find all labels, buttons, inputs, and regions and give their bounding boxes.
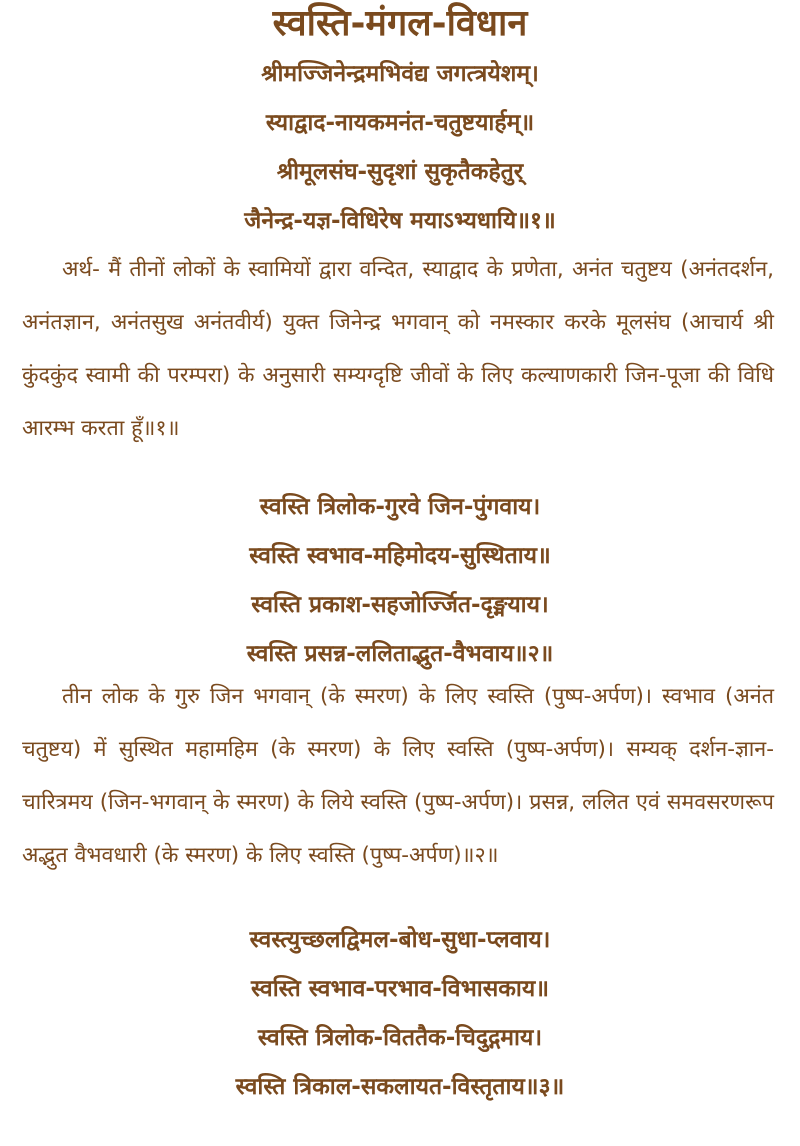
verse-line: स्याद्वाद-नायकमनंत-चतुष्टयार्हम्॥ bbox=[265, 110, 535, 136]
verse-line: स्वस्त्युच्छलद्विमल-बोध-सुधा-प्लवाय। bbox=[249, 927, 551, 953]
verse-line: स्वस्ति प्रसन्न-ललिताद्भुत-वैभवाय॥२॥ bbox=[246, 641, 554, 667]
page-title: स्वस्ति-मंगल-विधान bbox=[272, 3, 528, 44]
meaning-paragraph-1: अर्थ- मैं तीनों लोकों के स्वामियों द्वारा वन्दित, स्याद्वाद के प्रणेता, अनंत चतुष्टय (अनंतदर्शन, अनंतज्ञान, अनंतसुख अनंतवीर्य) युक्त जिनेन्द्र भगवान् को नमस्कार करके मूलसंघ (आचार्य श्री कुंदकुंद स्वामी की परम्परा) के अनुसारी सम्यग्दृष्टि जीवों के लिए कल्याणकारी जिन-पूजा की विधि आरम्भ करता हूँ॥१॥ bbox=[22, 257, 774, 441]
verse-line: श्रीमूलसंघ-सुदृशां सुकृतैकहेतुर् bbox=[276, 159, 524, 185]
verse-1 bbox=[0, 50, 800, 246]
verse-2 bbox=[0, 483, 800, 679]
verse-line: स्वस्ति स्वभाव-परभाव-विभासकाय॥ bbox=[250, 976, 550, 1002]
verse-line: श्रीमज्जिनेन्द्रमभिवंद्य जगत्त्रयेशम्। bbox=[261, 61, 539, 87]
meaning-paragraph-2: तीन लोक के गुरु जिन भगवान् (के स्मरण) के लिए स्वस्ति (पुष्प-अर्पण)। स्वभाव (अनंत चतुष्टय) में सुस्थित महामहिम (के स्मरण) के लिए स्वस्ति (पुष्प-अर्पण)। सम्यक् दर्शन-ज्ञान-चारित्रमय (जिन-भगवान् के स्मरण) के लिये स्वस्ति (पुष्प-अर्पण)। प्रसन्न, ललित एवं समवसरणरूप अद्भुत वैभवधारी (के स्मरण) के लिए स्वस्ति (पुष्प-अर्पण)॥२॥ bbox=[22, 684, 774, 868]
verse-line: स्वस्ति प्रकाश-सहजोर्ज्जित-दृङ्मयाय। bbox=[251, 592, 549, 618]
verse-3 bbox=[0, 916, 800, 1112]
verse-line: स्वस्ति त्रिकाल-सकलायत-विस्तृताय॥३॥ bbox=[235, 1074, 565, 1100]
verse-line: जैनेन्द्र-यज्ञ-विधिरेष मयाऽभ्यधायि॥१॥ bbox=[244, 208, 556, 234]
verse-line: स्वस्ति त्रिलोक-विततैक-चिदुद्गमाय। bbox=[257, 1025, 543, 1051]
verse-line: स्वस्ति स्वभाव-महिमोदय-सुस्थिताय॥ bbox=[249, 543, 551, 569]
verse-line: स्वस्ति त्रिलोक-गुरवे जिन-पुंगवाय। bbox=[259, 494, 541, 520]
